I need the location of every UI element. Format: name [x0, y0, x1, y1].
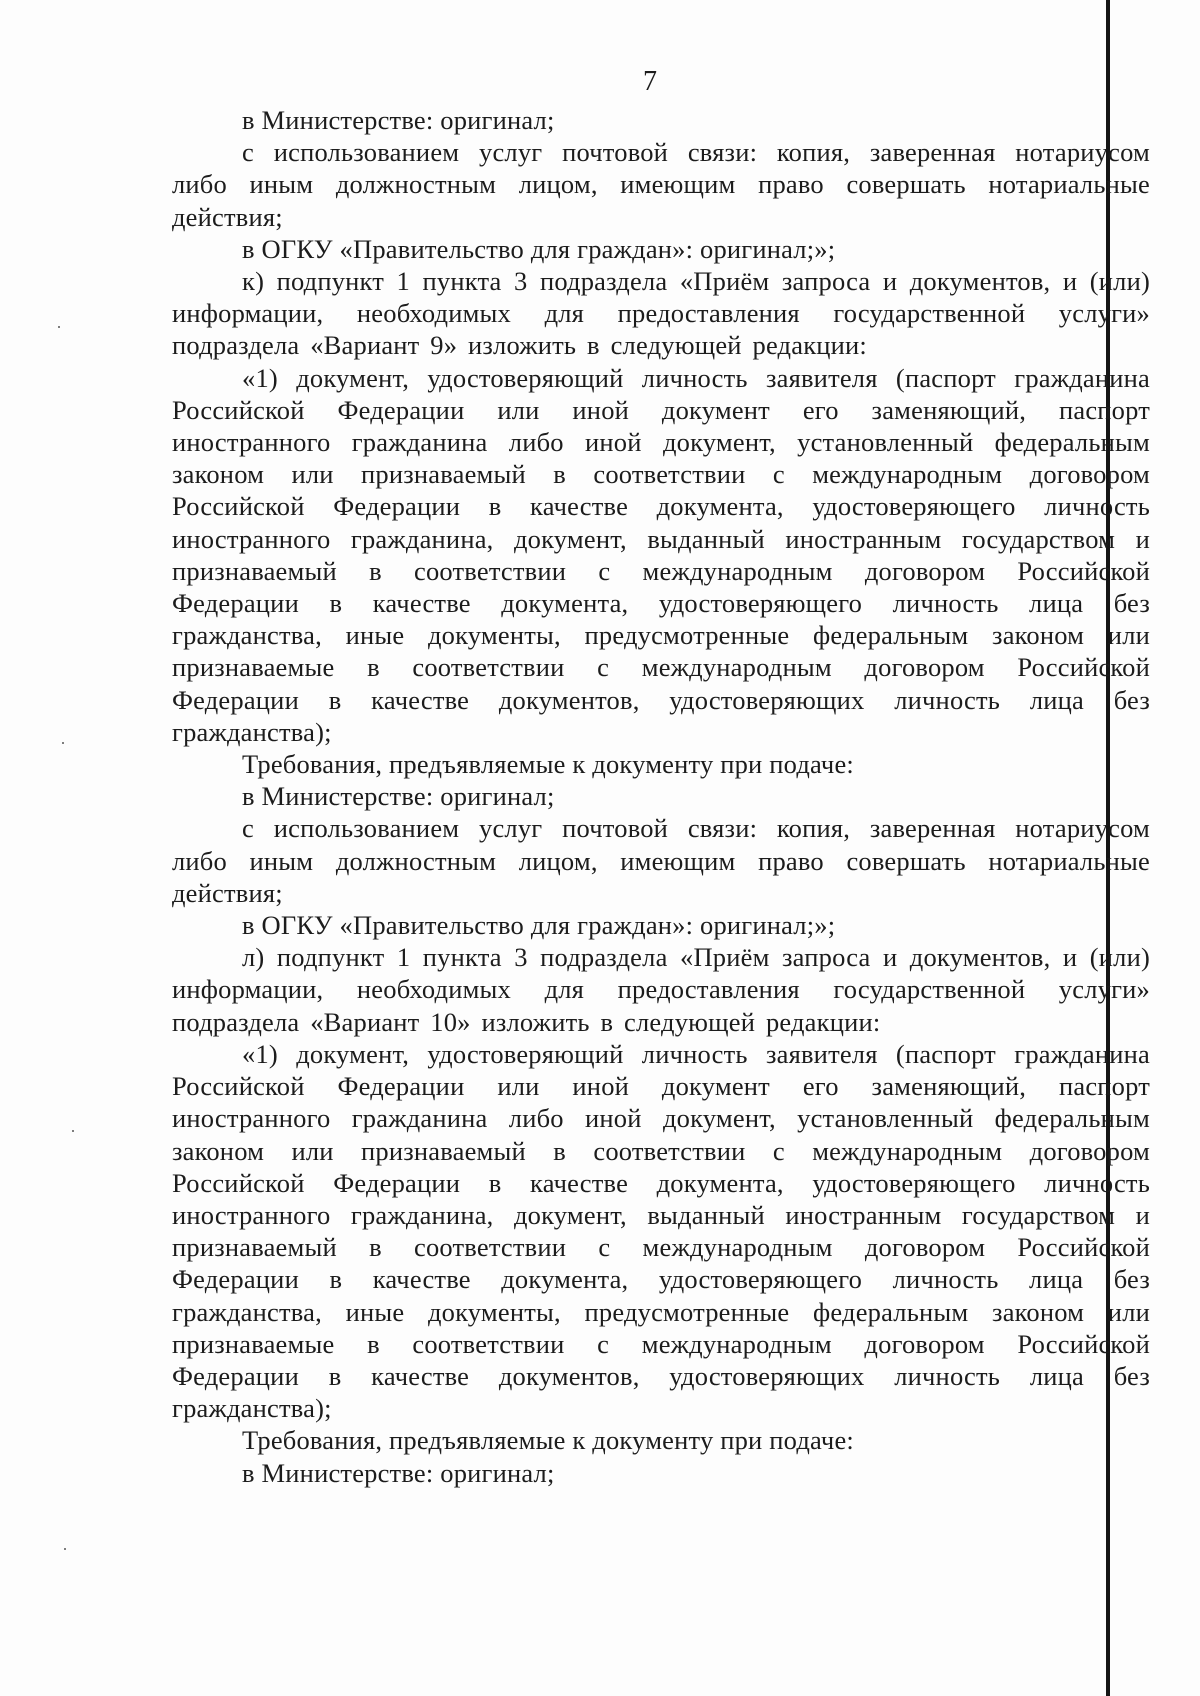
document-body: [172, 104, 1150, 1489]
paragraph: Требования, предъявляемые к документу при подаче:: [242, 749, 854, 780]
paragraph: Требования, предъявляемые к документу при подаче:: [242, 1425, 854, 1456]
paragraph: с использованием услуг почтовой связи: копия, заверенная нотариусом либо иным должностным лицом, имеющим право совершать нотариальные действия;: [172, 137, 1150, 232]
scan-speck: [64, 1548, 66, 1550]
paragraph: «1) документ, удостоверяющий личность заявителя (паспорт гражданина Российской Федерации или иной документ его заменяющий, паспорт иностранного гражданина либо иной документ, установленный федеральным законом или признаваемый в соответствии с международным договором Российской Федерации в качестве документа, удостоверяющего личность иностранного гражданина, документ, выданный иностранным государством и признаваемый в соответствии с международным договором Российской Федерации в качестве документа, удостоверяющего личность лица без гражданства, иные документы, предусмотренные федеральным законом или признаваемые в соответствии с международным договором Российской Федерации в качестве документов, удостоверяющих личность лица без гражданства);: [172, 1038, 1150, 1424]
scan-speck: [62, 742, 64, 744]
scan-speck: [58, 326, 60, 328]
scan-speck: [72, 1130, 74, 1132]
page-number: 7: [643, 66, 657, 97]
paragraph: с использованием услуг почтовой связи: копия, заверенная нотариусом либо иным должностным лицом, имеющим право совершать нотариальные действия;: [172, 813, 1150, 908]
paragraph: в Министерстве: оригинал;: [242, 1457, 555, 1488]
paragraph: в Министерстве: оригинал;: [242, 781, 555, 812]
paragraph: л) подпункт 1 пункта 3 подраздела «Приём запроса и документов, и (или) информации, необходимых для предоставления государственной услуги» подраздела «Вариант 10» изложить в следующей редакции:: [172, 942, 1150, 1037]
paragraph: «1) документ, удостоверяющий личность заявителя (паспорт гражданина Российской Федерации или иной документ его заменяющий, паспорт иностранного гражданина либо иной документ, установленный федеральным законом или признаваемый в соответствии с международным договором Российской Федерации в качестве документа, удостоверяющего личность иностранного гражданина, документ, выданный иностранным государством и признаваемый в соответствии с международным договором Российской Федерации в качестве документа, удостоверяющего личность лица без гражданства, иные документы, предусмотренные федеральным законом или признаваемые в соответствии с международным договором Российской Федерации в качестве документов, удостоверяющих личность лица без гражданства);: [172, 362, 1150, 747]
paragraph: к) подпункт 1 пункта 3 подраздела «Приём запроса и документов, и (или) информации, необходимых для предоставления государственной услуги» подраздела «Вариант 9» изложить в следующей редакции:: [172, 266, 1150, 361]
paragraph: в Министерстве: оригинал;: [242, 105, 555, 135]
paragraph: в ОГКУ «Правительство для граждан»: оригинал;»;: [242, 910, 836, 941]
paragraph: в ОГКУ «Правительство для граждан»: оригинал;»;: [242, 233, 836, 264]
